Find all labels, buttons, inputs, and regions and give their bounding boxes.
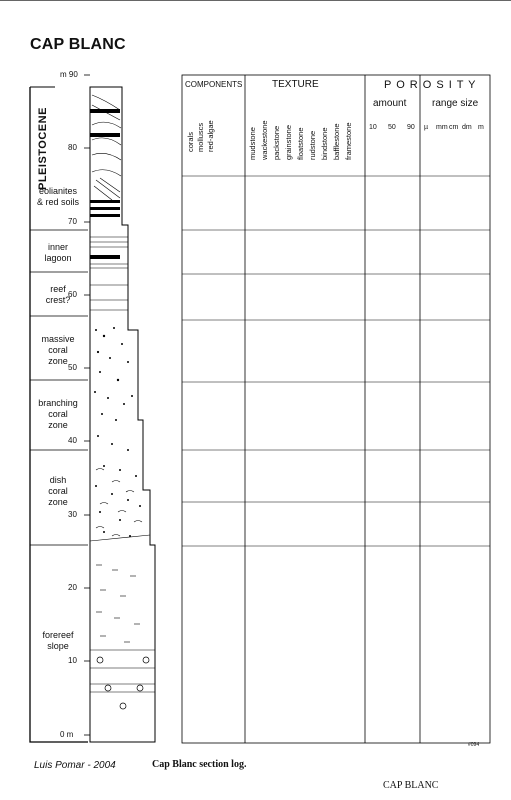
figure-caption: Cap Blanc section log. bbox=[152, 759, 247, 770]
facies-branching-coral: branching coral zone bbox=[38, 398, 78, 430]
lithology-column bbox=[90, 87, 155, 742]
axis-unit-label: m 90 bbox=[60, 70, 78, 79]
amount-header: amount bbox=[373, 98, 407, 109]
axis-tick-30: 30 bbox=[68, 510, 77, 519]
amount-tick-10: 10 bbox=[369, 124, 377, 131]
texture-wackestone: wackestone bbox=[260, 120, 269, 160]
facies-rows bbox=[182, 176, 490, 546]
axis-tick-20: 20 bbox=[68, 583, 77, 592]
amount-tick-50: 50 bbox=[388, 124, 396, 131]
texture-rudstone: rudstone bbox=[308, 130, 317, 160]
texture-grainstone: grainstone bbox=[284, 124, 293, 160]
texture-bindstone: bindstone bbox=[320, 127, 329, 160]
facies-reef-crest: reef crest? bbox=[45, 284, 71, 305]
facies-inner-lagoon: inner lagoon bbox=[44, 242, 72, 263]
texture-mudstone: mudstone bbox=[248, 127, 257, 160]
facies-eolianites: eolianites & red soils bbox=[36, 186, 80, 207]
texture-packstone: packstone bbox=[272, 125, 281, 160]
author-credit: Luis Pomar - 2004 bbox=[34, 760, 116, 771]
axis-tick-80: 80 bbox=[68, 143, 77, 152]
facies-forereef-slope: forereef slope bbox=[42, 630, 74, 651]
figure-code: #094 bbox=[468, 742, 480, 748]
range-tick-dm: dm bbox=[462, 124, 472, 131]
texture-bafflestone: bafflestone bbox=[332, 123, 341, 160]
texture-framestone: framestone bbox=[344, 122, 353, 160]
facies-massive-coral: massive coral zone bbox=[41, 334, 75, 366]
axis-tick-60: 60 bbox=[68, 290, 77, 299]
range-tick-cm: cm bbox=[449, 124, 459, 131]
axis-tick-70: 70 bbox=[68, 217, 77, 226]
range-size-header: range size bbox=[432, 98, 479, 109]
range-tick-m: m bbox=[478, 124, 484, 131]
range-tick-mm: mm bbox=[436, 124, 448, 131]
axis-tick-10: 10 bbox=[68, 656, 77, 665]
texture-floatstone: floatstone bbox=[296, 127, 305, 160]
data-table bbox=[182, 75, 490, 743]
texture-header: TEXTURE bbox=[272, 79, 319, 90]
axis-tick-50: 50 bbox=[68, 363, 77, 372]
porosity-header: P O R O S I T Y bbox=[384, 79, 477, 91]
axis-tick-40: 40 bbox=[68, 436, 77, 445]
epoch-label: PLEISTOCENE bbox=[37, 107, 49, 190]
amount-tick-90: 90 bbox=[407, 124, 415, 131]
axis-tick-0: 0 m bbox=[60, 730, 74, 739]
component-corals: corals bbox=[186, 131, 195, 152]
component-molluscs: molluscs bbox=[196, 122, 205, 152]
component-red-algae: red-algae bbox=[206, 120, 215, 152]
range-tick-micron: µ bbox=[424, 124, 429, 131]
page-title: CAP BLANC bbox=[30, 36, 126, 53]
page-footer: CAP BLANC bbox=[383, 780, 439, 791]
facies-dish-coral: dish coral zone bbox=[48, 475, 68, 507]
components-header: COMPONENTS bbox=[185, 80, 243, 89]
